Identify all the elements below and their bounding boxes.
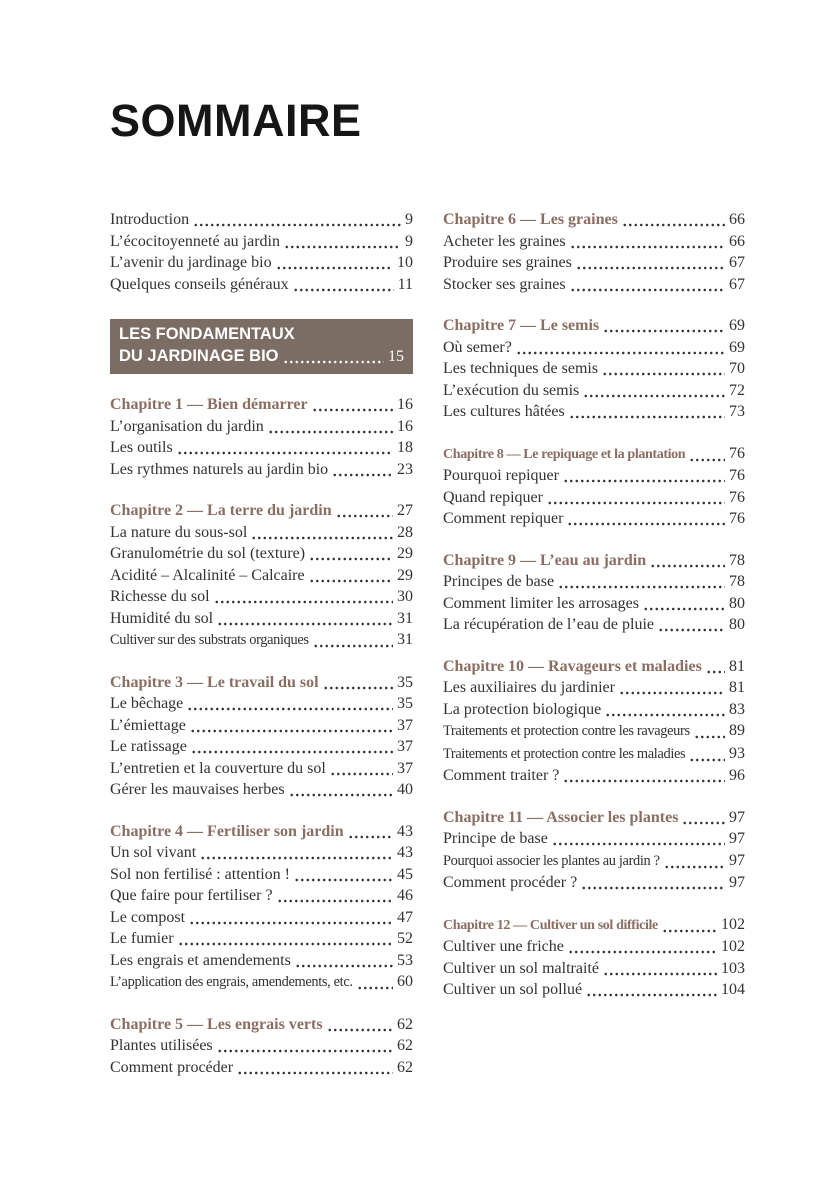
page-number: 97 bbox=[729, 830, 745, 847]
toc-entry-label: L’émiettage bbox=[110, 716, 186, 734]
chapter-section bbox=[443, 656, 745, 787]
leader-dots bbox=[658, 614, 725, 636]
page-title: SOMMAIRE bbox=[110, 95, 362, 146]
page-number: 9 bbox=[405, 211, 413, 228]
page-number: 23 bbox=[397, 460, 413, 478]
leader-dots bbox=[200, 842, 393, 864]
page-number: 80 bbox=[729, 594, 745, 612]
toc-entry-label: Quand repiquer bbox=[443, 488, 543, 506]
toc-entry-row bbox=[110, 565, 413, 587]
toc-entry-row bbox=[110, 1057, 413, 1079]
toc-entry-label: Les techniques de semis bbox=[443, 360, 599, 377]
toc-entry-row bbox=[110, 950, 413, 972]
leader-dots bbox=[602, 358, 725, 380]
page-number: 102 bbox=[721, 915, 745, 933]
chapter-heading-row bbox=[443, 315, 745, 337]
page-number: 97 bbox=[729, 874, 745, 891]
chapter-heading-row bbox=[443, 550, 745, 572]
chapter-title: Chapitre 6 — Les graines bbox=[443, 211, 618, 228]
toc-entry-label: Comment limiter les arrosages bbox=[443, 594, 639, 612]
toc-entry-label: La nature du sous-sol bbox=[110, 523, 248, 541]
chapter-heading-row bbox=[110, 394, 413, 416]
part-banner bbox=[110, 319, 413, 374]
toc-entry-row bbox=[110, 629, 413, 652]
toc-entry-label: Introduction bbox=[110, 211, 190, 228]
chapter-title: Chapitre 8 — Le repiquage et la plantation bbox=[443, 445, 686, 462]
leader-dots bbox=[178, 928, 393, 950]
chapter-section bbox=[110, 1014, 413, 1079]
page-number: 46 bbox=[397, 887, 413, 904]
toc-entry-row bbox=[443, 720, 745, 743]
leader-dots bbox=[309, 565, 393, 587]
page-number: 89 bbox=[729, 722, 745, 739]
toc-entry-row bbox=[443, 828, 745, 850]
page-number: 29 bbox=[397, 566, 413, 584]
leader-dots bbox=[570, 231, 725, 253]
leader-dots bbox=[332, 459, 393, 481]
page-number: 73 bbox=[729, 403, 745, 420]
page-number: 76 bbox=[729, 467, 745, 484]
leader-dots bbox=[277, 885, 393, 907]
toc-entry-label: Richesse du sol bbox=[110, 588, 210, 605]
chapter-title: Chapitre 4 — Fertiliser son jardin bbox=[110, 822, 344, 840]
page-number: 40 bbox=[397, 781, 413, 798]
leader-dots bbox=[706, 656, 725, 678]
leader-dots bbox=[662, 914, 717, 937]
page-number: 78 bbox=[729, 573, 745, 590]
part-banner-label-1: LES FONDAMENTAUX bbox=[119, 325, 295, 343]
toc-entry-label: L’écocitoyenneté au jardin bbox=[110, 232, 280, 250]
toc-entry-label: Cultiver une friche bbox=[443, 938, 564, 955]
toc-entry-row bbox=[443, 571, 745, 593]
toc-entry-label: Les cultures hâtées bbox=[443, 403, 565, 420]
intro-section bbox=[110, 209, 413, 295]
page-number: 37 bbox=[397, 716, 413, 734]
leader-dots bbox=[576, 252, 725, 274]
page-number: 93 bbox=[729, 744, 745, 762]
page-number: 72 bbox=[729, 381, 745, 399]
chapter-section bbox=[443, 209, 745, 295]
chapter-section bbox=[110, 672, 413, 801]
leader-dots bbox=[295, 950, 393, 972]
chapter-title: Chapitre 5 — Les engrais verts bbox=[110, 1015, 323, 1033]
part-banner-page: 15 bbox=[388, 348, 404, 365]
leader-dots bbox=[650, 550, 725, 572]
chapter-title: Chapitre 3 — Le travail du sol bbox=[110, 673, 319, 691]
toc-entry-label: Les outils bbox=[110, 439, 173, 456]
leader-dots bbox=[682, 807, 725, 829]
page-number: 78 bbox=[729, 551, 745, 569]
chapter-title: Chapitre 11 — Associer les plantes bbox=[443, 808, 679, 826]
leader-dots bbox=[348, 821, 393, 843]
page-number: 62 bbox=[397, 1058, 413, 1076]
toc-entry-row bbox=[443, 593, 745, 615]
toc-entry-row bbox=[443, 380, 745, 402]
toc-entry-row bbox=[110, 1035, 413, 1057]
toc-entry-row bbox=[443, 743, 745, 766]
leader-dots bbox=[284, 231, 401, 253]
leader-dots bbox=[357, 971, 393, 994]
toc-entry-row bbox=[110, 543, 413, 565]
page-number: 11 bbox=[397, 275, 413, 293]
toc-entry-label: Comment repiquer bbox=[443, 510, 564, 527]
page-number: 27 bbox=[397, 502, 413, 519]
toc-entry-row bbox=[110, 209, 413, 231]
page-number: 43 bbox=[397, 822, 413, 840]
toc-entry-label: Humidité du sol bbox=[110, 609, 214, 627]
page-number: 16 bbox=[397, 417, 413, 435]
leader-dots bbox=[191, 736, 393, 758]
toc-entry-row bbox=[110, 252, 413, 274]
leader-dots bbox=[567, 508, 725, 530]
toc-entry-label: Cultiver sur des substrats organiques bbox=[110, 632, 309, 648]
toc-entry-label: Le compost bbox=[110, 908, 186, 926]
page-number: 62 bbox=[397, 1037, 413, 1054]
leader-dots bbox=[323, 672, 393, 694]
leader-dots bbox=[570, 274, 725, 296]
page-number: 66 bbox=[729, 211, 745, 228]
toc-entry-row bbox=[110, 758, 413, 780]
toc-entry-row bbox=[110, 971, 413, 994]
toc-entry-label: Traitements et protection contre les ravageurs bbox=[443, 723, 690, 739]
toc-entry-label: Les engrais et amendements bbox=[110, 951, 291, 969]
toc-entry-label: Les rythmes naturels au jardin bio bbox=[110, 460, 329, 478]
leader-dots bbox=[189, 907, 393, 929]
toc-entry-label: L’entretien et la couverture du sol bbox=[110, 759, 326, 777]
chapter-section bbox=[443, 315, 745, 423]
page-number: 62 bbox=[397, 1015, 413, 1033]
page-number: 9 bbox=[405, 232, 413, 250]
toc-entry-label: L’avenir du jardinage bio bbox=[110, 254, 272, 271]
toc-entry-row bbox=[443, 487, 745, 509]
toc-entry-label: Le fumier bbox=[110, 930, 174, 947]
toc-entry-row bbox=[443, 337, 745, 359]
toc-entry-row bbox=[110, 928, 413, 950]
toc-entry-label: La protection biologique bbox=[443, 700, 602, 718]
page-number: 37 bbox=[397, 759, 413, 777]
toc-entry-label: Comment procéder ? bbox=[443, 874, 578, 891]
leader-dots bbox=[268, 416, 393, 438]
leader-dots bbox=[605, 699, 725, 721]
page-number: 31 bbox=[397, 631, 413, 648]
page-number: 37 bbox=[397, 738, 413, 755]
toc-entry-label: L’application des engrais, amendements, etc. bbox=[110, 974, 353, 990]
chapter-title: Chapitre 7 — Le semis bbox=[443, 317, 600, 334]
toc-entry-label: Cultiver un sol maltraité bbox=[443, 959, 599, 977]
part-banner-line2 bbox=[119, 345, 404, 368]
chapter-heading-row bbox=[110, 1014, 413, 1036]
toc-entry-label: Gérer les mauvaises herbes bbox=[110, 781, 285, 798]
chapter-section bbox=[110, 394, 413, 480]
toc-entry-label: Plantes utilisées bbox=[110, 1037, 213, 1054]
leader-dots bbox=[552, 828, 725, 850]
page-number: 104 bbox=[721, 981, 745, 998]
toc-entry-row bbox=[443, 465, 745, 487]
leader-dots bbox=[558, 571, 725, 593]
page-number: 103 bbox=[721, 959, 745, 977]
page-number: 102 bbox=[721, 938, 745, 955]
toc-entry-label: Quelques conseils généraux bbox=[110, 275, 289, 293]
page-number: 69 bbox=[729, 317, 745, 334]
leader-dots bbox=[603, 315, 725, 337]
leader-dots bbox=[294, 864, 393, 886]
leader-dots bbox=[689, 443, 725, 466]
leader-dots bbox=[309, 543, 393, 565]
toc-entry-row bbox=[443, 872, 745, 894]
toc-entry-label: Les auxiliaires du jardinier bbox=[443, 679, 615, 696]
page-number: 10 bbox=[397, 254, 413, 271]
toc-entry-row bbox=[110, 907, 413, 929]
page-number: 83 bbox=[729, 700, 745, 718]
leader-dots bbox=[569, 401, 725, 423]
page-number: 60 bbox=[397, 973, 413, 990]
page-number: 81 bbox=[729, 657, 745, 675]
toc-entry-row bbox=[110, 864, 413, 886]
toc-entry-row bbox=[443, 979, 745, 1001]
toc-entry-row bbox=[110, 231, 413, 253]
toc-entry-label: Principes de base bbox=[443, 573, 555, 590]
chapter-heading-row bbox=[443, 914, 745, 937]
chapter-section bbox=[110, 821, 413, 994]
toc-entry-label: Un sol vivant bbox=[110, 844, 197, 861]
leader-dots bbox=[327, 1014, 393, 1036]
toc-entry-row bbox=[443, 677, 745, 699]
leader-dots bbox=[217, 1035, 393, 1057]
page-number: 76 bbox=[729, 444, 745, 462]
chapter-title: Chapitre 10 — Ravageurs et maladies bbox=[443, 657, 702, 675]
leader-dots bbox=[568, 936, 717, 958]
leader-dots bbox=[289, 779, 393, 801]
toc-entry-label: Pourquoi associer les plantes au jardin ? bbox=[443, 852, 660, 869]
toc-entry-label: Stocker ses graines bbox=[443, 275, 566, 293]
chapter-title: Chapitre 9 — L’eau au jardin bbox=[443, 551, 647, 569]
toc-entry-row bbox=[443, 274, 745, 296]
toc-entry-label: Où semer? bbox=[443, 338, 512, 356]
page-number: 29 bbox=[397, 545, 413, 562]
toc-entry-label: Le ratissage bbox=[110, 738, 187, 755]
page-number: 76 bbox=[729, 510, 745, 527]
chapter-section bbox=[443, 443, 745, 530]
page-number: 35 bbox=[397, 695, 413, 712]
page-number: 67 bbox=[729, 275, 745, 293]
page-number: 52 bbox=[397, 930, 413, 947]
leader-dots bbox=[664, 850, 725, 873]
leader-dots bbox=[293, 274, 394, 296]
leader-dots bbox=[586, 979, 717, 1001]
page-number: 97 bbox=[729, 808, 745, 826]
chapter-section bbox=[443, 914, 745, 1001]
leader-dots bbox=[276, 252, 393, 274]
toc-entry-row bbox=[110, 608, 413, 630]
toc-entry-label: Granulométrie du sol (texture) bbox=[110, 545, 306, 562]
page-number: 66 bbox=[729, 232, 745, 250]
page-number: 96 bbox=[729, 767, 745, 784]
leader-dots bbox=[516, 337, 725, 359]
toc-entry-row bbox=[110, 586, 413, 608]
toc-entry-row bbox=[443, 614, 745, 636]
chapter-section bbox=[110, 500, 413, 652]
leader-dots bbox=[214, 586, 393, 608]
toc-entry-row bbox=[110, 274, 413, 296]
leader-dots bbox=[251, 522, 393, 544]
leader-dots bbox=[177, 437, 393, 459]
toc-entry-label: Traitements et protection contre les maladies bbox=[443, 745, 686, 762]
toc-entry-row bbox=[110, 736, 413, 758]
part-banner-label-2: DU JARDINAGE BIO bbox=[119, 347, 279, 365]
toc-column-right bbox=[443, 209, 745, 1078]
leader-dots bbox=[313, 629, 393, 652]
chapter-heading-row bbox=[110, 500, 413, 522]
page-number: 18 bbox=[397, 439, 413, 456]
chapter-heading-row bbox=[443, 209, 745, 231]
page-number: 45 bbox=[397, 865, 413, 883]
toc-entry-row bbox=[110, 459, 413, 481]
page-number: 35 bbox=[397, 673, 413, 691]
toc-entry-label: Le bêchage bbox=[110, 695, 184, 712]
toc-entry-label: Acidité – Alcalinité – Calcaire bbox=[110, 566, 305, 584]
chapter-title: Chapitre 12 — Cultiver un sol difficile bbox=[443, 916, 658, 933]
chapter-heading-row bbox=[110, 821, 413, 843]
toc-entry-row bbox=[110, 779, 413, 801]
toc-entry-row bbox=[110, 522, 413, 544]
leader-dots bbox=[190, 715, 393, 737]
leader-dots bbox=[312, 394, 393, 416]
leader-dots bbox=[622, 209, 725, 231]
toc-entry-label: L’organisation du jardin bbox=[110, 417, 264, 435]
leader-dots bbox=[330, 758, 393, 780]
toc-entry-label: Pourquoi repiquer bbox=[443, 467, 559, 484]
chapter-heading-row bbox=[443, 807, 745, 829]
toc-entry-label: Cultiver un sol pollué bbox=[443, 981, 583, 998]
toc-entry-label: Comment procéder bbox=[110, 1058, 234, 1076]
page-number: 67 bbox=[729, 254, 745, 271]
page-number: 30 bbox=[397, 588, 413, 605]
toc-entry-row bbox=[443, 699, 745, 721]
chapter-title: Chapitre 2 — La terre du jardin bbox=[110, 502, 332, 519]
toc-entry-label: Acheter les graines bbox=[443, 232, 566, 250]
leader-dots bbox=[237, 1057, 393, 1079]
toc-entry-row bbox=[443, 252, 745, 274]
leader-dots bbox=[619, 677, 725, 699]
page-number: 43 bbox=[397, 844, 413, 861]
toc-entry-row bbox=[443, 508, 745, 530]
toc-entry-row bbox=[110, 693, 413, 715]
toc-entry-row bbox=[110, 715, 413, 737]
part-banner-line1 bbox=[119, 323, 404, 345]
leader-dots bbox=[563, 465, 725, 487]
chapter-heading-row bbox=[443, 656, 745, 678]
toc-entry-label: La récupération de l’eau de pluie bbox=[443, 616, 654, 633]
page-number: 80 bbox=[729, 616, 745, 633]
leader-dots bbox=[547, 487, 725, 509]
toc-column-left bbox=[110, 209, 413, 1078]
leader-dots bbox=[581, 872, 725, 894]
leader-dots bbox=[603, 958, 717, 980]
toc-entry-label: Principe de base bbox=[443, 830, 548, 847]
leader-dots bbox=[336, 500, 393, 522]
toc-columns bbox=[0, 209, 837, 1078]
leader-dots bbox=[583, 380, 725, 402]
toc-entry-row bbox=[443, 765, 745, 787]
left-chapters bbox=[110, 394, 413, 1078]
chapter-title: Chapitre 1 — Bien démarrer bbox=[110, 396, 308, 413]
chapter-heading-row bbox=[110, 672, 413, 694]
leader-dots bbox=[283, 345, 384, 368]
page-number: 81 bbox=[729, 679, 745, 696]
toc-entry-row bbox=[110, 842, 413, 864]
chapter-section bbox=[443, 550, 745, 636]
page-number: 31 bbox=[397, 609, 413, 627]
toc-entry-label: L’exécution du semis bbox=[443, 381, 580, 399]
page-number: 70 bbox=[729, 360, 745, 377]
leader-dots bbox=[689, 743, 725, 766]
page-number: 76 bbox=[729, 488, 745, 506]
page-number: 97 bbox=[729, 851, 745, 869]
toc-entry-row bbox=[110, 885, 413, 907]
toc-entry-label: Produire ses graines bbox=[443, 254, 572, 271]
page-number: 53 bbox=[397, 951, 413, 969]
toc-entry-row bbox=[110, 416, 413, 438]
toc-entry-label: Que faire pour fertiliser ? bbox=[110, 887, 273, 904]
leader-dots bbox=[187, 693, 393, 715]
leader-dots bbox=[563, 765, 725, 787]
chapter-section bbox=[443, 807, 745, 894]
chapter-heading-row bbox=[443, 443, 745, 466]
toc-entry-label: Sol non fertilisé : attention ! bbox=[110, 865, 290, 883]
leader-dots bbox=[217, 608, 393, 630]
page-number: 28 bbox=[397, 523, 413, 541]
leader-dots bbox=[643, 593, 725, 615]
leader-dots bbox=[193, 209, 401, 231]
page-number: 69 bbox=[729, 338, 745, 356]
toc-entry-row bbox=[443, 936, 745, 958]
toc-entry-label: Comment traiter ? bbox=[443, 767, 560, 784]
toc-entry-row bbox=[110, 437, 413, 459]
toc-entry-row bbox=[443, 850, 745, 873]
leader-dots bbox=[694, 720, 725, 743]
toc-entry-row bbox=[443, 358, 745, 380]
page-number: 16 bbox=[397, 396, 413, 413]
toc-entry-row bbox=[443, 401, 745, 423]
page-number: 47 bbox=[397, 908, 413, 926]
toc-entry-row bbox=[443, 231, 745, 253]
toc-entry-row bbox=[443, 958, 745, 980]
